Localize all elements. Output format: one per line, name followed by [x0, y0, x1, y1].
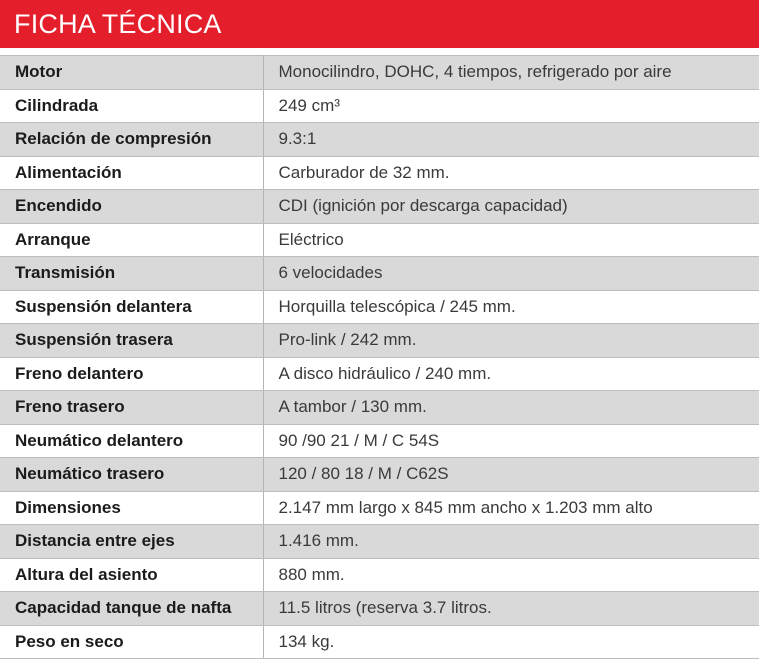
spec-value: 9.3:1: [263, 123, 759, 157]
spec-value: 134 kg.: [263, 625, 759, 659]
spec-row-encendido: [0, 190, 759, 224]
spec-value: 11.5 litros (reserva 3.7 litros.: [263, 592, 759, 626]
spec-label: Suspensión delantera: [0, 290, 263, 324]
spec-value: Monocilindro, DOHC, 4 tiempos, refrigerado por aire: [263, 56, 759, 90]
spec-label: Freno delantero: [0, 357, 263, 391]
spec-label: Neumático delantero: [0, 424, 263, 458]
spec-row-suspension-trasera: [0, 324, 759, 358]
spec-row-motor: [0, 56, 759, 90]
spec-value: 2.147 mm largo x 845 mm ancho x 1.203 mm alto: [263, 491, 759, 525]
header-spacer: [0, 48, 759, 55]
spec-row-cilindrada: [0, 89, 759, 123]
spec-value: Horquilla telescópica / 245 mm.: [263, 290, 759, 324]
spec-label: Transmisión: [0, 257, 263, 291]
spec-row-relacion-compresion: [0, 123, 759, 157]
spec-value: 880 mm.: [263, 558, 759, 592]
spec-value: 249 cm³: [263, 89, 759, 123]
spec-row-arranque: [0, 223, 759, 257]
spec-label: Cilindrada: [0, 89, 263, 123]
spec-value: 1.416 mm.: [263, 525, 759, 559]
spec-row-altura-asiento: [0, 558, 759, 592]
spec-row-freno-delantero: [0, 357, 759, 391]
spec-value: 120 / 80 18 / M / C62S: [263, 458, 759, 492]
spec-label: Arranque: [0, 223, 263, 257]
spec-label: Alimentación: [0, 156, 263, 190]
spec-label: Motor: [0, 56, 263, 90]
spec-row-peso-seco: [0, 625, 759, 659]
spec-label: Distancia entre ejes: [0, 525, 263, 559]
spec-row-transmision: [0, 257, 759, 291]
spec-table: [0, 55, 759, 659]
spec-row-capacidad-tanque: [0, 592, 759, 626]
spec-label: Capacidad tanque de nafta: [0, 592, 263, 626]
spec-label: Freno trasero: [0, 391, 263, 425]
spec-table-body: [0, 56, 759, 659]
spec-value: A tambor / 130 mm.: [263, 391, 759, 425]
spec-row-freno-trasero: [0, 391, 759, 425]
spec-label: Peso en seco: [0, 625, 263, 659]
spec-label: Dimensiones: [0, 491, 263, 525]
spec-row-neumatico-delantero: [0, 424, 759, 458]
spec-row-suspension-delantera: [0, 290, 759, 324]
spec-value: A disco hidráulico / 240 mm.: [263, 357, 759, 391]
spec-row-alimentacion: [0, 156, 759, 190]
spec-value: Carburador de 32 mm.: [263, 156, 759, 190]
spec-label: Encendido: [0, 190, 263, 224]
spec-row-neumatico-trasero: [0, 458, 759, 492]
spec-label: Relación de compresión: [0, 123, 263, 157]
page-title: FICHA TÉCNICA: [0, 0, 759, 48]
spec-value: Eléctrico: [263, 223, 759, 257]
spec-value: Pro-link / 242 mm.: [263, 324, 759, 358]
spec-row-distancia-ejes: [0, 525, 759, 559]
spec-value: 90 /90 21 / M / C 54S: [263, 424, 759, 458]
spec-label: Altura del asiento: [0, 558, 263, 592]
spec-label: Suspensión trasera: [0, 324, 263, 358]
spec-label: Neumático trasero: [0, 458, 263, 492]
spec-value: CDI (ignición por descarga capacidad): [263, 190, 759, 224]
spec-row-dimensiones: [0, 491, 759, 525]
spec-value: 6 velocidades: [263, 257, 759, 291]
